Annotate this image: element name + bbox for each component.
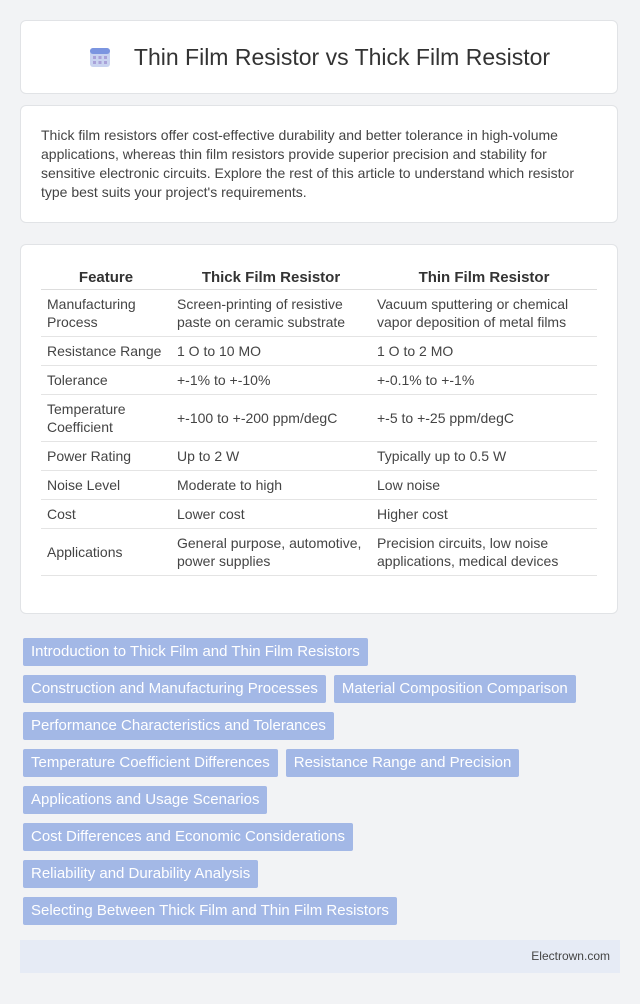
table-row xyxy=(41,290,597,337)
table-cell: Noise Level xyxy=(41,471,171,500)
table-cell: Tolerance xyxy=(41,366,171,395)
table-cell: +-100 to +-200 ppm/degC xyxy=(171,395,371,442)
column-header: Feature xyxy=(41,263,171,290)
intro-text: Thick film resistors offer cost-effective durability and better tolerance in high-volume applications, whereas thin film resistors provide superior precision and stability for sensitive electronic circuits. Explore the rest of this article to understand which resistor type best suits your project's requirements. xyxy=(41,127,575,200)
column-header: Thin Film Resistor xyxy=(371,263,597,290)
tag-row xyxy=(23,712,623,740)
tag-row xyxy=(23,786,623,814)
tag-row xyxy=(23,823,623,851)
comparison-table xyxy=(41,263,597,576)
table-cell: Screen-printing of resistive paste on ceramic substrate xyxy=(171,290,371,337)
table-cell: 1 O to 10 MO xyxy=(171,337,371,366)
tag-row xyxy=(23,638,623,666)
table-row xyxy=(41,337,597,366)
table-cell: Vacuum sputtering or chemical vapor deposition of metal films xyxy=(371,290,597,337)
title-card xyxy=(20,20,618,94)
table-row xyxy=(41,471,597,500)
table-cell: Power Rating xyxy=(41,442,171,471)
table-cell: Precision circuits, low noise applications, medical devices xyxy=(371,529,597,576)
table-cell: +-0.1% to +-1% xyxy=(371,366,597,395)
table-cell: Typically up to 0.5 W xyxy=(371,442,597,471)
topic-tag-link[interactable]: Performance Characteristics and Tolerances xyxy=(23,712,334,740)
tag-row xyxy=(23,749,623,777)
topic-tag-link[interactable]: Applications and Usage Scenarios xyxy=(23,786,267,814)
table-cell: Low noise xyxy=(371,471,597,500)
page-title: Thin Film Resistor vs Thick Film Resistor xyxy=(133,43,551,70)
topic-tag-link[interactable]: Temperature Coefficient Differences xyxy=(23,749,278,777)
tag-row xyxy=(23,897,623,925)
table-cell: +-5 to +-25 ppm/degC xyxy=(371,395,597,442)
footer-source: Electrown.com xyxy=(531,949,610,963)
table-row xyxy=(41,529,597,576)
topic-tag-link[interactable]: Selecting Between Thick Film and Thin Film Resistors xyxy=(23,897,397,925)
table-cell: Higher cost xyxy=(371,500,597,529)
table-cell: Moderate to high xyxy=(171,471,371,500)
table-cell: Manufacturing Process xyxy=(41,290,171,337)
table-row xyxy=(41,395,597,442)
table-cell: Temperature Coefficient xyxy=(41,395,171,442)
table-cell: Cost xyxy=(41,500,171,529)
topic-tag-link[interactable]: Material Composition Comparison xyxy=(334,675,576,703)
topic-tags xyxy=(23,638,623,934)
topic-tag-link[interactable]: Construction and Manufacturing Processes xyxy=(23,675,326,703)
table-header-row xyxy=(41,263,597,290)
table-row xyxy=(41,500,597,529)
column-header: Thick Film Resistor xyxy=(171,263,371,290)
table-cell: +-1% to +-10% xyxy=(171,366,371,395)
tag-row xyxy=(23,675,623,703)
table-row xyxy=(41,442,597,471)
intro-card xyxy=(20,105,618,223)
tag-row xyxy=(23,860,623,888)
calendar-icon xyxy=(88,45,112,69)
table-cell: Applications xyxy=(41,529,171,576)
table-row xyxy=(41,366,597,395)
topic-tag-link[interactable]: Reliability and Durability Analysis xyxy=(23,860,258,888)
table-cell: General purpose, automotive, power supplies xyxy=(171,529,371,576)
table-cell: Resistance Range xyxy=(41,337,171,366)
topic-tag-link[interactable]: Resistance Range and Precision xyxy=(286,749,520,777)
topic-tag-link[interactable]: Introduction to Thick Film and Thin Film Resistors xyxy=(23,638,368,666)
table-cell: 1 O to 2 MO xyxy=(371,337,597,366)
comparison-table-card xyxy=(20,244,618,614)
topic-tag-link[interactable]: Cost Differences and Economic Considerations xyxy=(23,823,353,851)
table-cell: Lower cost xyxy=(171,500,371,529)
footer xyxy=(20,940,620,973)
table-cell: Up to 2 W xyxy=(171,442,371,471)
